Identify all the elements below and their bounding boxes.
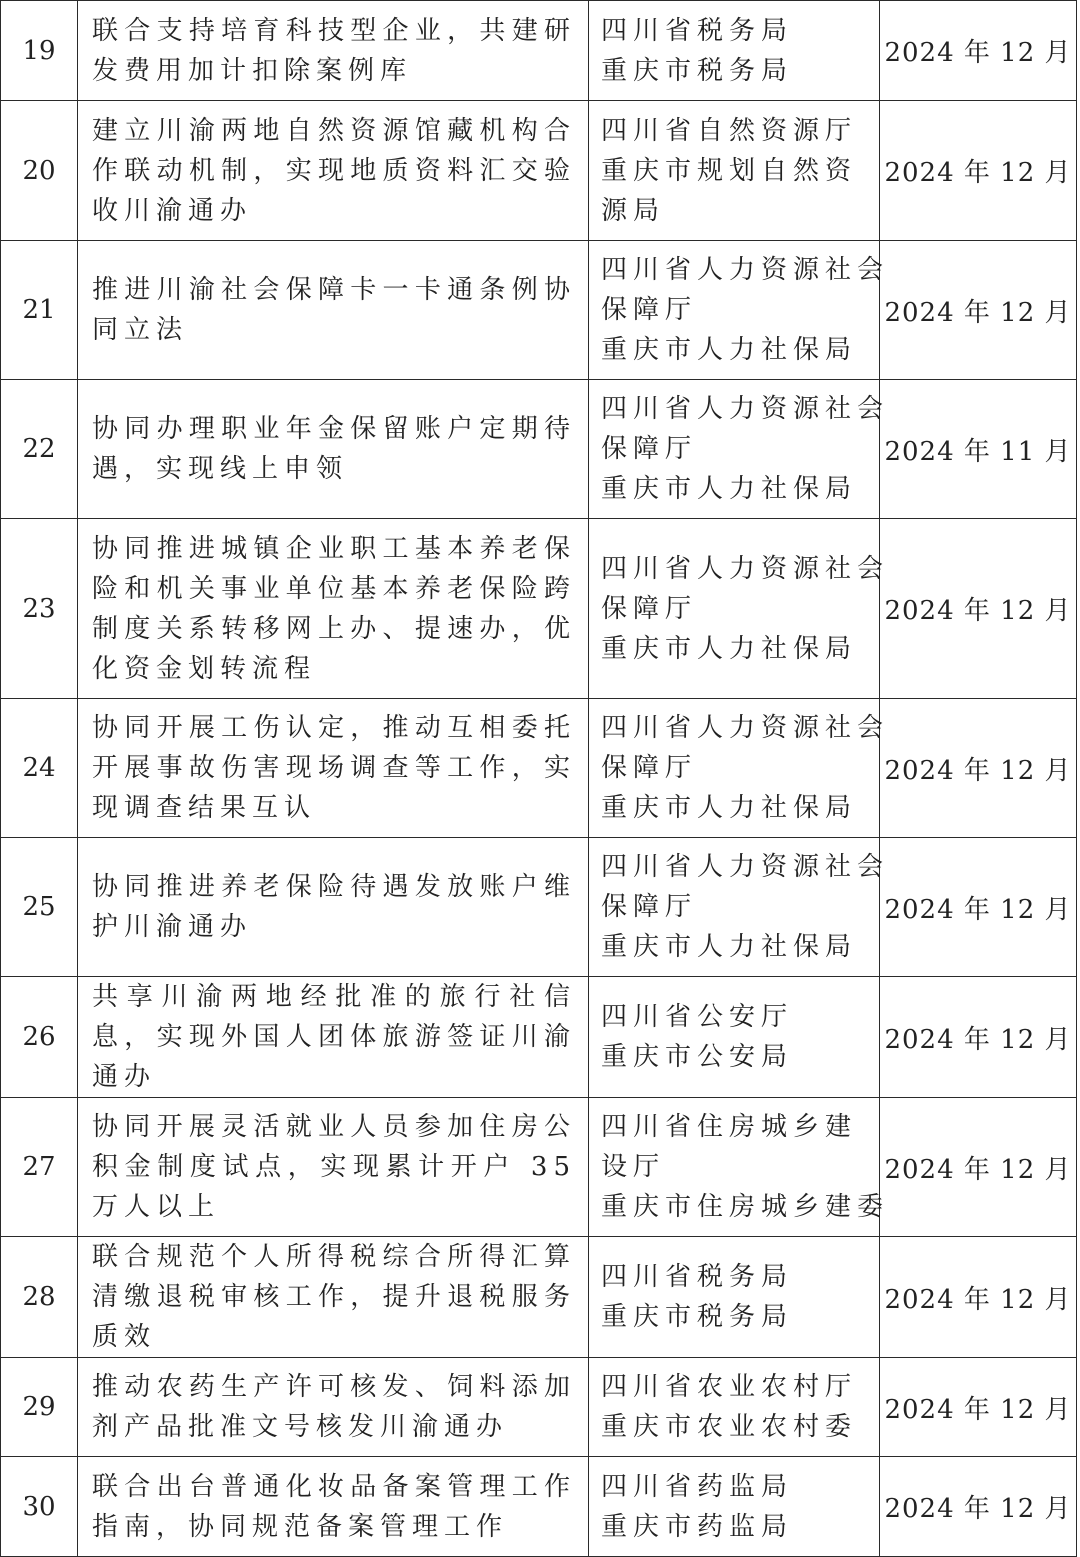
deadline: 2024 年 12 月 xyxy=(880,699,1077,838)
task-description: 协同办理职业年金保留账户定期待遇，实现线上申领 xyxy=(78,380,589,519)
row-number: 21 xyxy=(1,241,78,380)
table-row xyxy=(1,1098,1077,1237)
task-description: 推进川渝社会保障卡一卡通条例协同立法 xyxy=(78,241,589,380)
table-row xyxy=(1,1,1077,101)
deadline: 2024 年 12 月 xyxy=(880,1358,1077,1457)
row-number: 27 xyxy=(1,1098,78,1237)
department-line: 保障厅 xyxy=(601,892,698,922)
department-line: 保障厅 xyxy=(601,295,698,325)
responsible-departments xyxy=(589,241,890,380)
responsible-departments xyxy=(589,977,880,1098)
table-row xyxy=(1,1237,1077,1358)
department-line: 重庆市农业农村委 xyxy=(601,1412,858,1442)
department-line: 四川省自然资源厅 xyxy=(601,115,858,146)
row-number: 19 xyxy=(1,1,78,101)
department-line: 重庆市税务局 xyxy=(601,1302,794,1332)
department-line: 设厅 xyxy=(601,1152,666,1182)
department-line: 重庆市药监局 xyxy=(601,1511,794,1542)
deadline: 2024 年 12 月 xyxy=(880,1098,1077,1237)
table-row xyxy=(1,380,1077,519)
table-row xyxy=(1,699,1077,838)
row-number: 24 xyxy=(1,699,78,838)
task-description: 协同开展工伤认定，推动互相委托开展事故伤害现场调查等工作，实现调查结果互认 xyxy=(78,699,589,838)
department-line: 四川省人力资源社会 xyxy=(601,255,890,285)
deadline: 2024 年 12 月 xyxy=(880,977,1077,1098)
department-line: 保障厅 xyxy=(601,593,698,624)
department-line: 重庆市税务局 xyxy=(601,55,794,86)
task-description: 协同推进养老保险待遇发放账户维护川渝通办 xyxy=(78,838,589,977)
task-description: 协同开展灵活就业人员参加住房公积金制度试点，实现累计开户 35 万人以上 xyxy=(78,1098,589,1237)
task-description: 建立川渝两地自然资源馆藏机构合作联动机制，实现地质资料汇交验收川渝通办 xyxy=(78,101,589,241)
responsible-departments xyxy=(589,1457,880,1557)
department-line: 四川省人力资源社会 xyxy=(601,553,890,584)
department-line: 四川省药监局 xyxy=(601,1471,794,1502)
department-line: 保障厅 xyxy=(601,753,698,783)
task-description: 联合规范个人所得税综合所得汇算清缴退税审核工作，提升退税服务质效 xyxy=(78,1237,589,1358)
row-number: 29 xyxy=(1,1358,78,1457)
deadline: 2024 年 11 月 xyxy=(880,380,1077,519)
row-number: 30 xyxy=(1,1457,78,1557)
deadline: 2024 年 12 月 xyxy=(880,1237,1077,1358)
deadline: 2024 年 12 月 xyxy=(880,838,1077,977)
table-row xyxy=(1,977,1077,1098)
department-line: 四川省公安厅 xyxy=(601,1002,794,1032)
department-line: 重庆市人力社保局 xyxy=(601,335,858,365)
department-line: 重庆市人力社保局 xyxy=(601,474,858,504)
task-description: 推动农药生产许可核发、饲料添加剂产品批准文号核发川渝通办 xyxy=(78,1358,589,1457)
responsible-departments xyxy=(589,1237,880,1358)
department-line: 四川省人力资源社会 xyxy=(601,394,890,424)
responsible-departments xyxy=(589,1,880,101)
row-number: 26 xyxy=(1,977,78,1098)
responsible-departments xyxy=(589,519,890,699)
table-row xyxy=(1,519,1077,699)
table-row xyxy=(1,241,1077,380)
deadline: 2024 年 12 月 xyxy=(880,519,1077,699)
department-line: 重庆市人力社保局 xyxy=(601,793,858,823)
responsible-departments xyxy=(589,699,890,838)
responsible-departments xyxy=(589,838,890,977)
responsible-departments xyxy=(589,1098,890,1237)
task-description: 协同推进城镇企业职工基本养老保险和机关事业单位基本养老保险跨制度关系转移网上办、提速办，优化资金划转流程 xyxy=(78,519,589,699)
department-line: 重庆市规划自然资 xyxy=(601,155,858,186)
table-row xyxy=(1,1457,1077,1557)
task-table-body xyxy=(1,1,1077,1557)
department-line: 四川省税务局 xyxy=(601,1262,794,1292)
department-line: 四川省农业农村厅 xyxy=(601,1372,858,1402)
department-line: 四川省人力资源社会 xyxy=(601,713,890,743)
deadline: 2024 年 12 月 xyxy=(880,101,1077,241)
department-line: 重庆市住房城乡建委 xyxy=(601,1192,890,1222)
department-line: 四川省人力资源社会 xyxy=(601,852,890,882)
deadline: 2024 年 12 月 xyxy=(880,1457,1077,1557)
department-line: 重庆市人力社保局 xyxy=(601,633,858,664)
department-line: 重庆市公安局 xyxy=(601,1042,794,1072)
deadline: 2024 年 12 月 xyxy=(880,1,1077,101)
row-number: 28 xyxy=(1,1237,78,1358)
responsible-departments xyxy=(589,380,890,519)
department-line: 四川省住房城乡建 xyxy=(601,1112,858,1142)
department-line: 四川省税务局 xyxy=(601,15,794,46)
task-description: 共享川渝两地经批准的旅行社信息，实现外国人团体旅游签证川渝通办 xyxy=(78,977,589,1098)
row-number: 23 xyxy=(1,519,78,699)
task-description: 联合支持培育科技型企业，共建研发费用加计扣除案例库 xyxy=(78,1,589,101)
responsible-departments xyxy=(589,1358,880,1457)
department-line: 源局 xyxy=(601,195,666,226)
department-line: 保障厅 xyxy=(601,434,698,464)
table-row xyxy=(1,838,1077,977)
department-line: 重庆市人力社保局 xyxy=(601,932,858,962)
task-description: 联合出台普通化妆品备案管理工作指南，协同规范备案管理工作 xyxy=(78,1457,589,1557)
row-number: 22 xyxy=(1,380,78,519)
responsible-departments xyxy=(589,101,880,241)
table-row xyxy=(1,1358,1077,1457)
row-number: 25 xyxy=(1,838,78,977)
row-number: 20 xyxy=(1,101,78,241)
deadline: 2024 年 12 月 xyxy=(880,241,1077,380)
table-row xyxy=(1,101,1077,241)
